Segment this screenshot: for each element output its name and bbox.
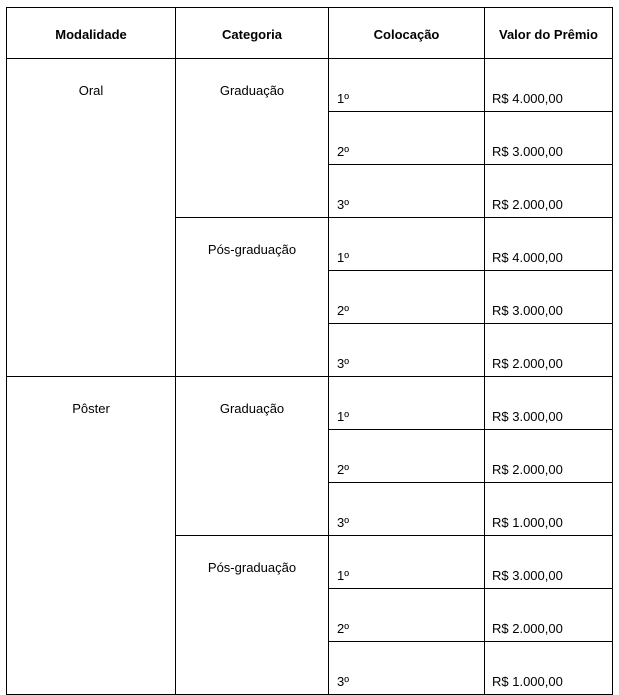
colocacao-cell: 1º (329, 536, 485, 589)
colocacao-cell: 3º (329, 324, 485, 377)
valor-cell: R$ 3.000,00 (485, 271, 613, 324)
colocacao-cell: 1º (329, 59, 485, 112)
colocacao-cell: 3º (329, 165, 485, 218)
colocacao-cell: 2º (329, 430, 485, 483)
categoria-cell: Pós-graduação (176, 218, 329, 377)
valor-cell: R$ 2.000,00 (485, 589, 613, 642)
colocacao-cell: 3º (329, 483, 485, 536)
valor-cell: R$ 2.000,00 (485, 324, 613, 377)
header-categoria: Categoria (176, 8, 329, 59)
prize-table-header (7, 8, 613, 59)
colocacao-cell: 3º (329, 642, 485, 695)
modalidade-cell: Pôster (7, 377, 176, 695)
valor-cell: R$ 2.000,00 (485, 430, 613, 483)
header-colocacao: Colocação (329, 8, 485, 59)
prize-table (6, 7, 613, 695)
header-valor: Valor do Prêmio (485, 8, 613, 59)
header-modalidade: Modalidade (7, 8, 176, 59)
prize-table-body (7, 59, 613, 695)
colocacao-cell: 2º (329, 589, 485, 642)
valor-cell: R$ 3.000,00 (485, 377, 613, 430)
colocacao-cell: 2º (329, 112, 485, 165)
categoria-cell: Graduação (176, 59, 329, 218)
modalidade-cell: Oral (7, 59, 176, 377)
valor-cell: R$ 4.000,00 (485, 218, 613, 271)
header-row (7, 8, 613, 59)
valor-cell: R$ 3.000,00 (485, 112, 613, 165)
categoria-cell: Graduação (176, 377, 329, 536)
colocacao-cell: 1º (329, 218, 485, 271)
valor-cell: R$ 1.000,00 (485, 642, 613, 695)
valor-cell: R$ 1.000,00 (485, 483, 613, 536)
valor-cell: R$ 2.000,00 (485, 165, 613, 218)
table-row (7, 377, 613, 430)
categoria-cell: Pós-graduação (176, 536, 329, 695)
colocacao-cell: 1º (329, 377, 485, 430)
valor-cell: R$ 4.000,00 (485, 59, 613, 112)
colocacao-cell: 2º (329, 271, 485, 324)
valor-cell: R$ 3.000,00 (485, 536, 613, 589)
table-row (7, 59, 613, 112)
